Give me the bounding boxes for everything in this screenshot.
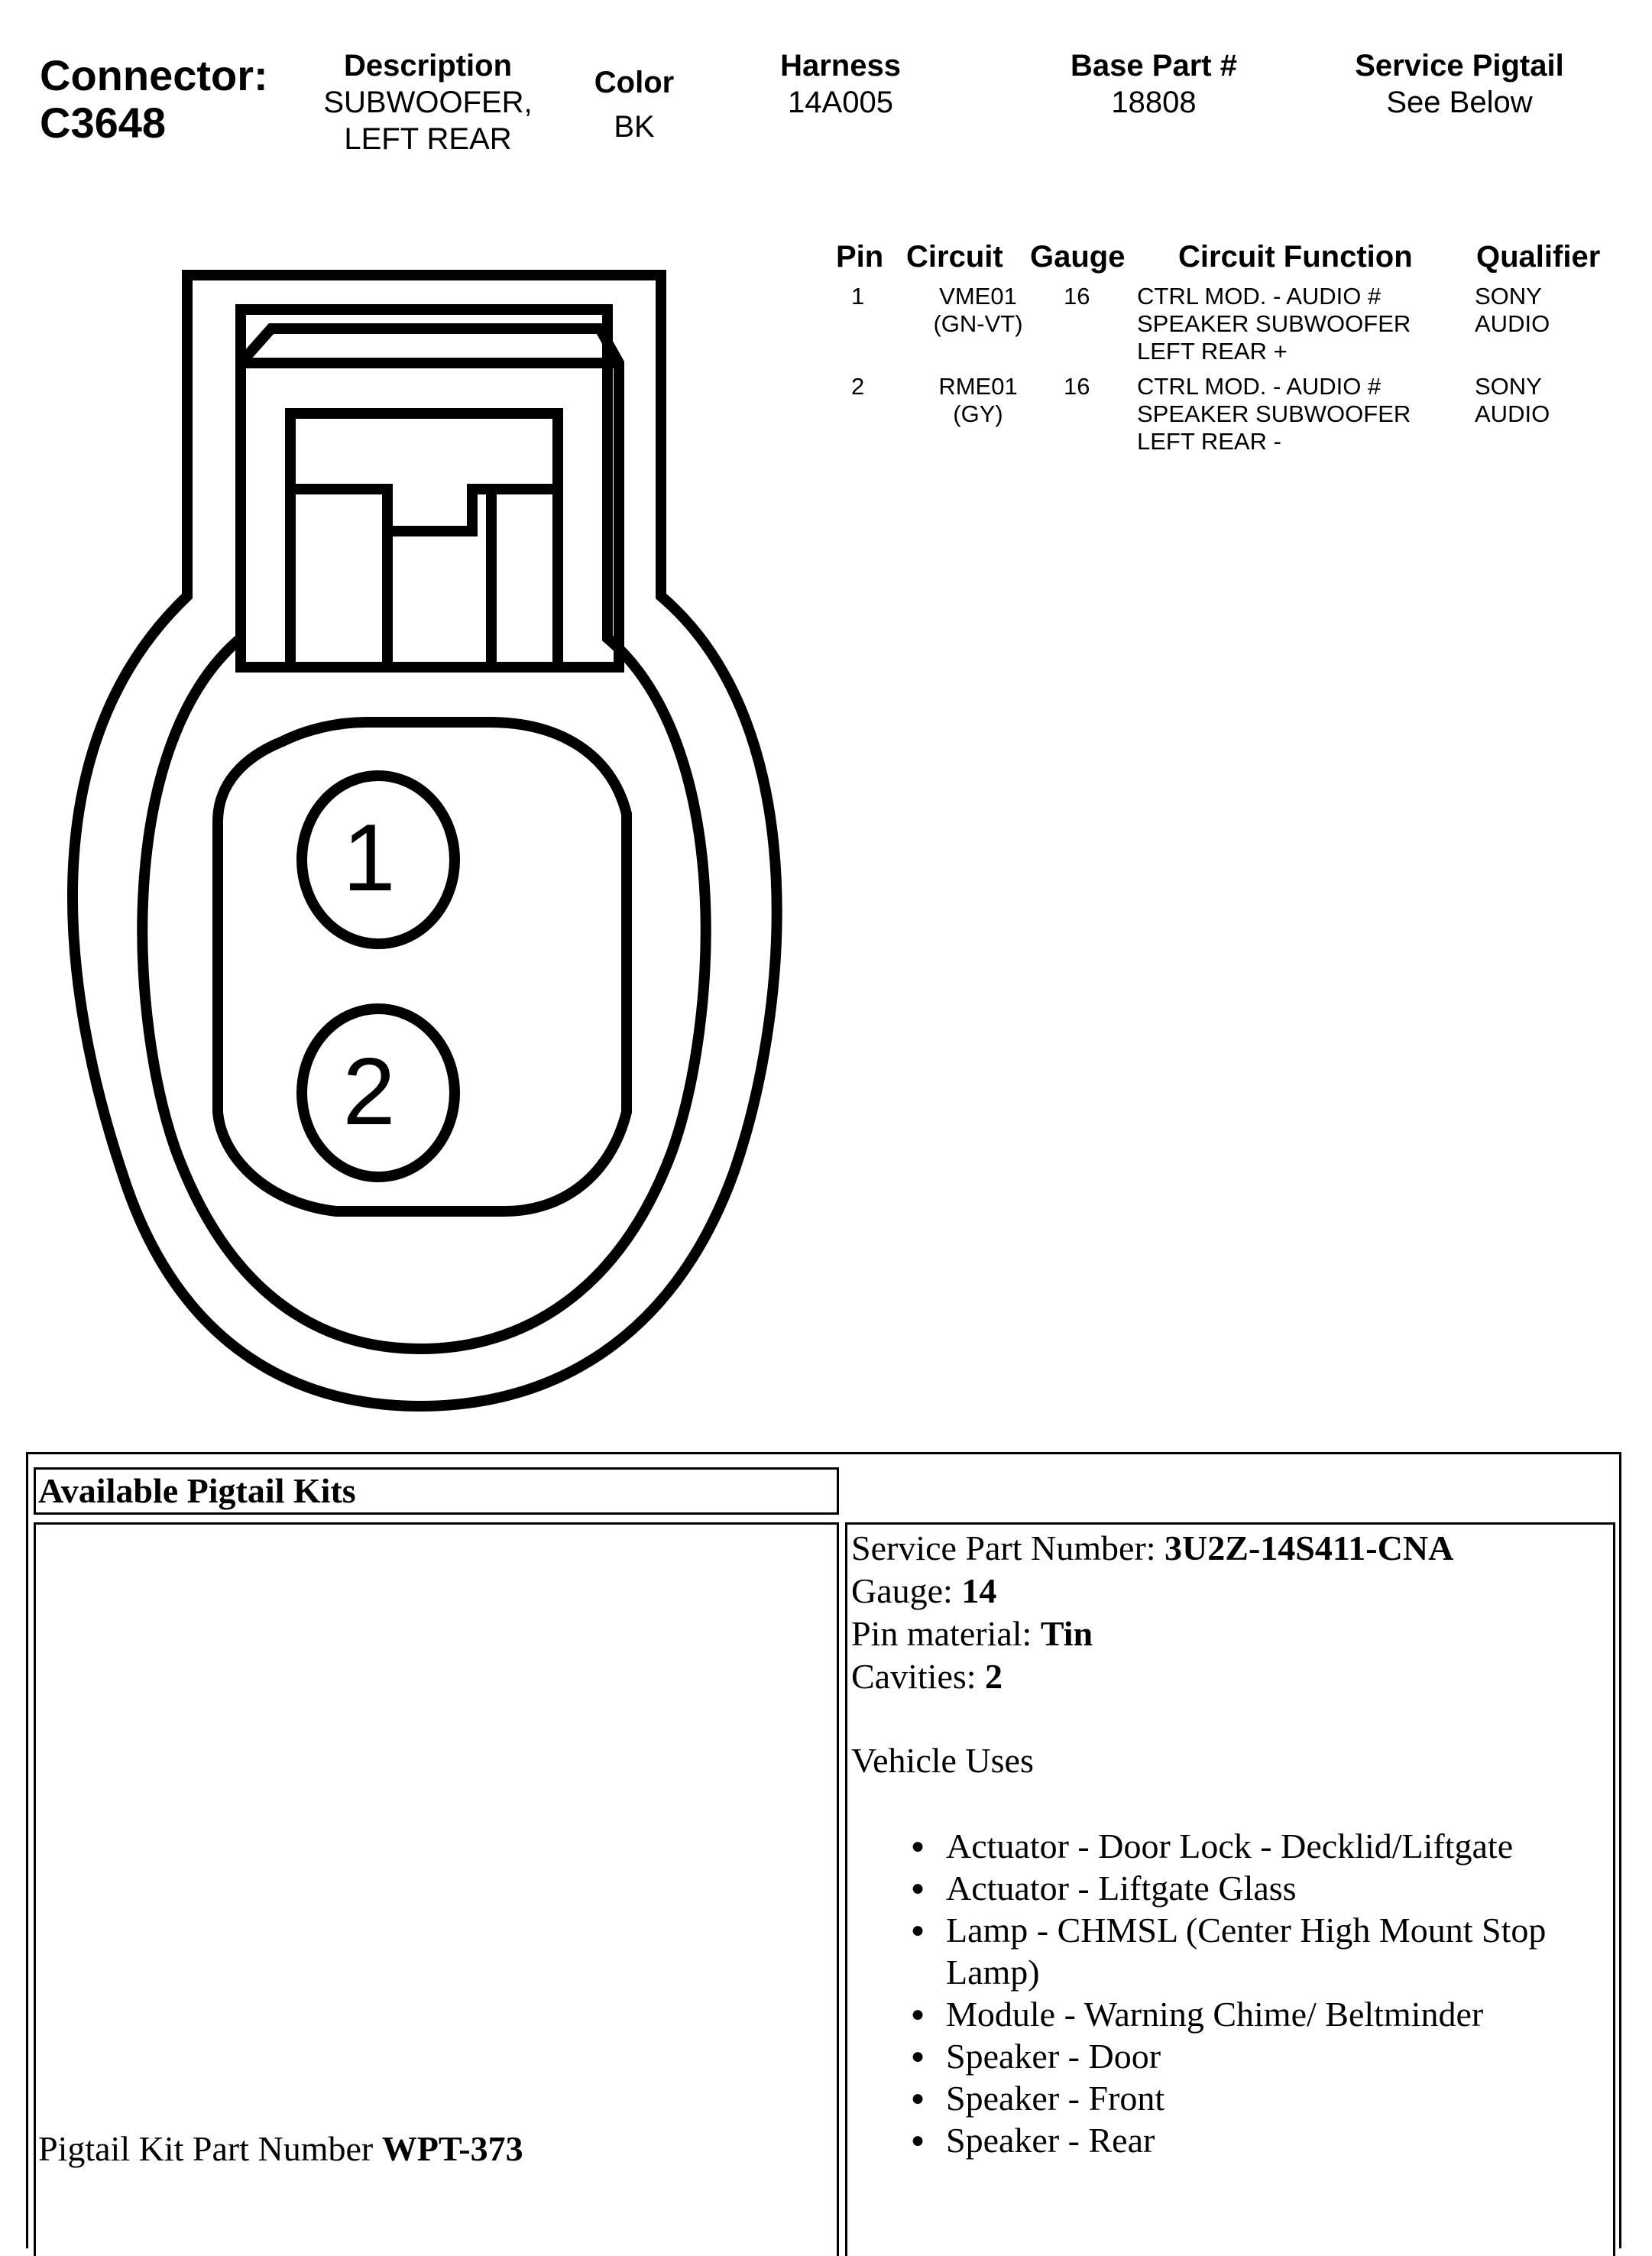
function-line: SPEAKER SUBWOOFER	[1137, 400, 1411, 427]
list-item	[851, 1867, 1608, 1909]
service-pigtail-column	[1322, 47, 1597, 121]
bullet-icon: ●	[911, 2002, 925, 2027]
qualifier-cell	[1475, 283, 1550, 338]
vehicle-uses-title: Vehicle Uses	[851, 1741, 1034, 1780]
circuit-code: RME01	[938, 373, 1018, 400]
kit-part-label: Pigtail Kit Part Number	[38, 2129, 382, 2168]
pin-number: 2	[851, 373, 865, 400]
circuit-cell	[917, 283, 1039, 338]
use-text: Actuator - Door Lock - Decklid/Liftgate	[946, 1827, 1514, 1865]
color-heading: Color	[594, 66, 675, 99]
pigtail-section-title: Available Pigtail Kits	[38, 1471, 356, 1510]
gauge-label: Gauge:	[851, 1571, 962, 1610]
function-line: SPEAKER SUBWOOFER	[1137, 310, 1411, 337]
base-part-value: 18808	[1111, 86, 1197, 119]
pin-material-label: Pin material:	[851, 1614, 1041, 1653]
function-line: CTRL MOD. - AUDIO #	[1137, 373, 1382, 400]
pigtail-kit-part-number	[38, 2128, 523, 2170]
harness-value: 14A005	[788, 86, 893, 119]
use-text: Speaker - Front	[946, 2079, 1165, 2118]
use-text: Actuator - Liftgate Glass	[946, 1869, 1297, 1908]
gauge-cell: 16	[1064, 373, 1090, 400]
latch-key	[290, 413, 558, 667]
pin-1-label: 1	[342, 805, 396, 911]
list-item	[851, 2077, 1608, 2119]
description-column	[306, 47, 550, 157]
qualifier-cell	[1475, 373, 1550, 428]
cavities-label: Cavities:	[851, 1657, 986, 1696]
outer-housing-outline	[73, 275, 777, 1406]
base-part-column	[1024, 47, 1284, 121]
description-heading: Description	[343, 49, 513, 83]
bullet-icon: ●	[911, 1833, 925, 1859]
function-cell	[1137, 373, 1411, 455]
qualifier-header: Qualifier	[1476, 240, 1601, 274]
connector-id: C3648	[40, 99, 167, 147]
list-item	[851, 2035, 1608, 2077]
circuit-color: (GN-VT)	[933, 310, 1023, 337]
circuit-header: Circuit	[906, 240, 1003, 274]
function-line: LEFT REAR +	[1137, 338, 1288, 365]
service-part-value: 3U2Z-14S411-CNA	[1164, 1528, 1454, 1567]
service-part-number	[851, 1527, 1453, 1570]
bullet-icon: ●	[911, 2086, 925, 2111]
list-item	[851, 1993, 1608, 2035]
qualifier-line: SONY	[1475, 283, 1542, 310]
use-text: Speaker - Rear	[946, 2121, 1155, 2160]
harness-column	[734, 47, 947, 121]
cavities	[851, 1655, 1003, 1698]
pin-material	[851, 1613, 1093, 1655]
pin-material-value: Tin	[1040, 1614, 1093, 1653]
latch-key-notch	[290, 489, 558, 531]
qualifier-line: AUDIO	[1475, 310, 1550, 337]
color-column	[565, 64, 703, 145]
function-line: LEFT REAR -	[1137, 428, 1281, 455]
list-item	[851, 2119, 1608, 2161]
color-value: BK	[614, 110, 655, 144]
function-line: CTRL MOD. - AUDIO #	[1137, 283, 1382, 310]
circuit-cell	[917, 373, 1039, 428]
pin-number: 1	[851, 283, 865, 310]
bullet-icon: ●	[911, 2128, 925, 2153]
circuit-code: VME01	[939, 283, 1017, 310]
circuit-function-header: Circuit Function	[1178, 240, 1413, 274]
connector-face-diagram	[61, 256, 795, 1418]
gauge-cell: 16	[1064, 283, 1090, 310]
qualifier-line: SONY	[1475, 373, 1542, 400]
gauge-header: Gauge	[1030, 240, 1126, 274]
gauge-value: 14	[961, 1571, 997, 1610]
list-item	[851, 1909, 1608, 1993]
base-part-heading: Base Part #	[1071, 49, 1237, 83]
kit-part-value: WPT-373	[381, 2129, 523, 2168]
circuit-color: (GY)	[953, 400, 1003, 427]
pigtail-gauge	[851, 1570, 996, 1613]
use-text: Module - Warning Chime/ Beltminder	[946, 1995, 1484, 2034]
bullet-icon: ●	[911, 2044, 925, 2069]
harness-heading: Harness	[780, 49, 901, 83]
connector-title	[40, 52, 268, 147]
cavities-value: 2	[985, 1657, 1003, 1696]
list-item	[851, 1825, 1608, 1867]
service-pigtail-value: See Below	[1386, 86, 1533, 119]
description-line-1: SUBWOOFER,	[323, 86, 533, 119]
use-text: Lamp - CHMSL (Center High Mount Stop Lamp)	[946, 1911, 1547, 1992]
use-text: Speaker - Door	[946, 2037, 1161, 2076]
qualifier-line: AUDIO	[1475, 400, 1550, 427]
description-line-2: LEFT REAR	[344, 122, 512, 156]
bullet-icon: ●	[911, 1917, 925, 1943]
bullet-icon: ●	[911, 1875, 925, 1901]
pin-2-label: 2	[342, 1039, 396, 1145]
connector-label: Connector:	[40, 51, 268, 99]
service-part-label: Service Part Number:	[851, 1528, 1165, 1567]
service-pigtail-heading: Service Pigtail	[1355, 49, 1564, 83]
function-cell	[1137, 283, 1411, 365]
vehicle-uses-list	[851, 1825, 1608, 2161]
pin-header: Pin	[836, 240, 884, 274]
